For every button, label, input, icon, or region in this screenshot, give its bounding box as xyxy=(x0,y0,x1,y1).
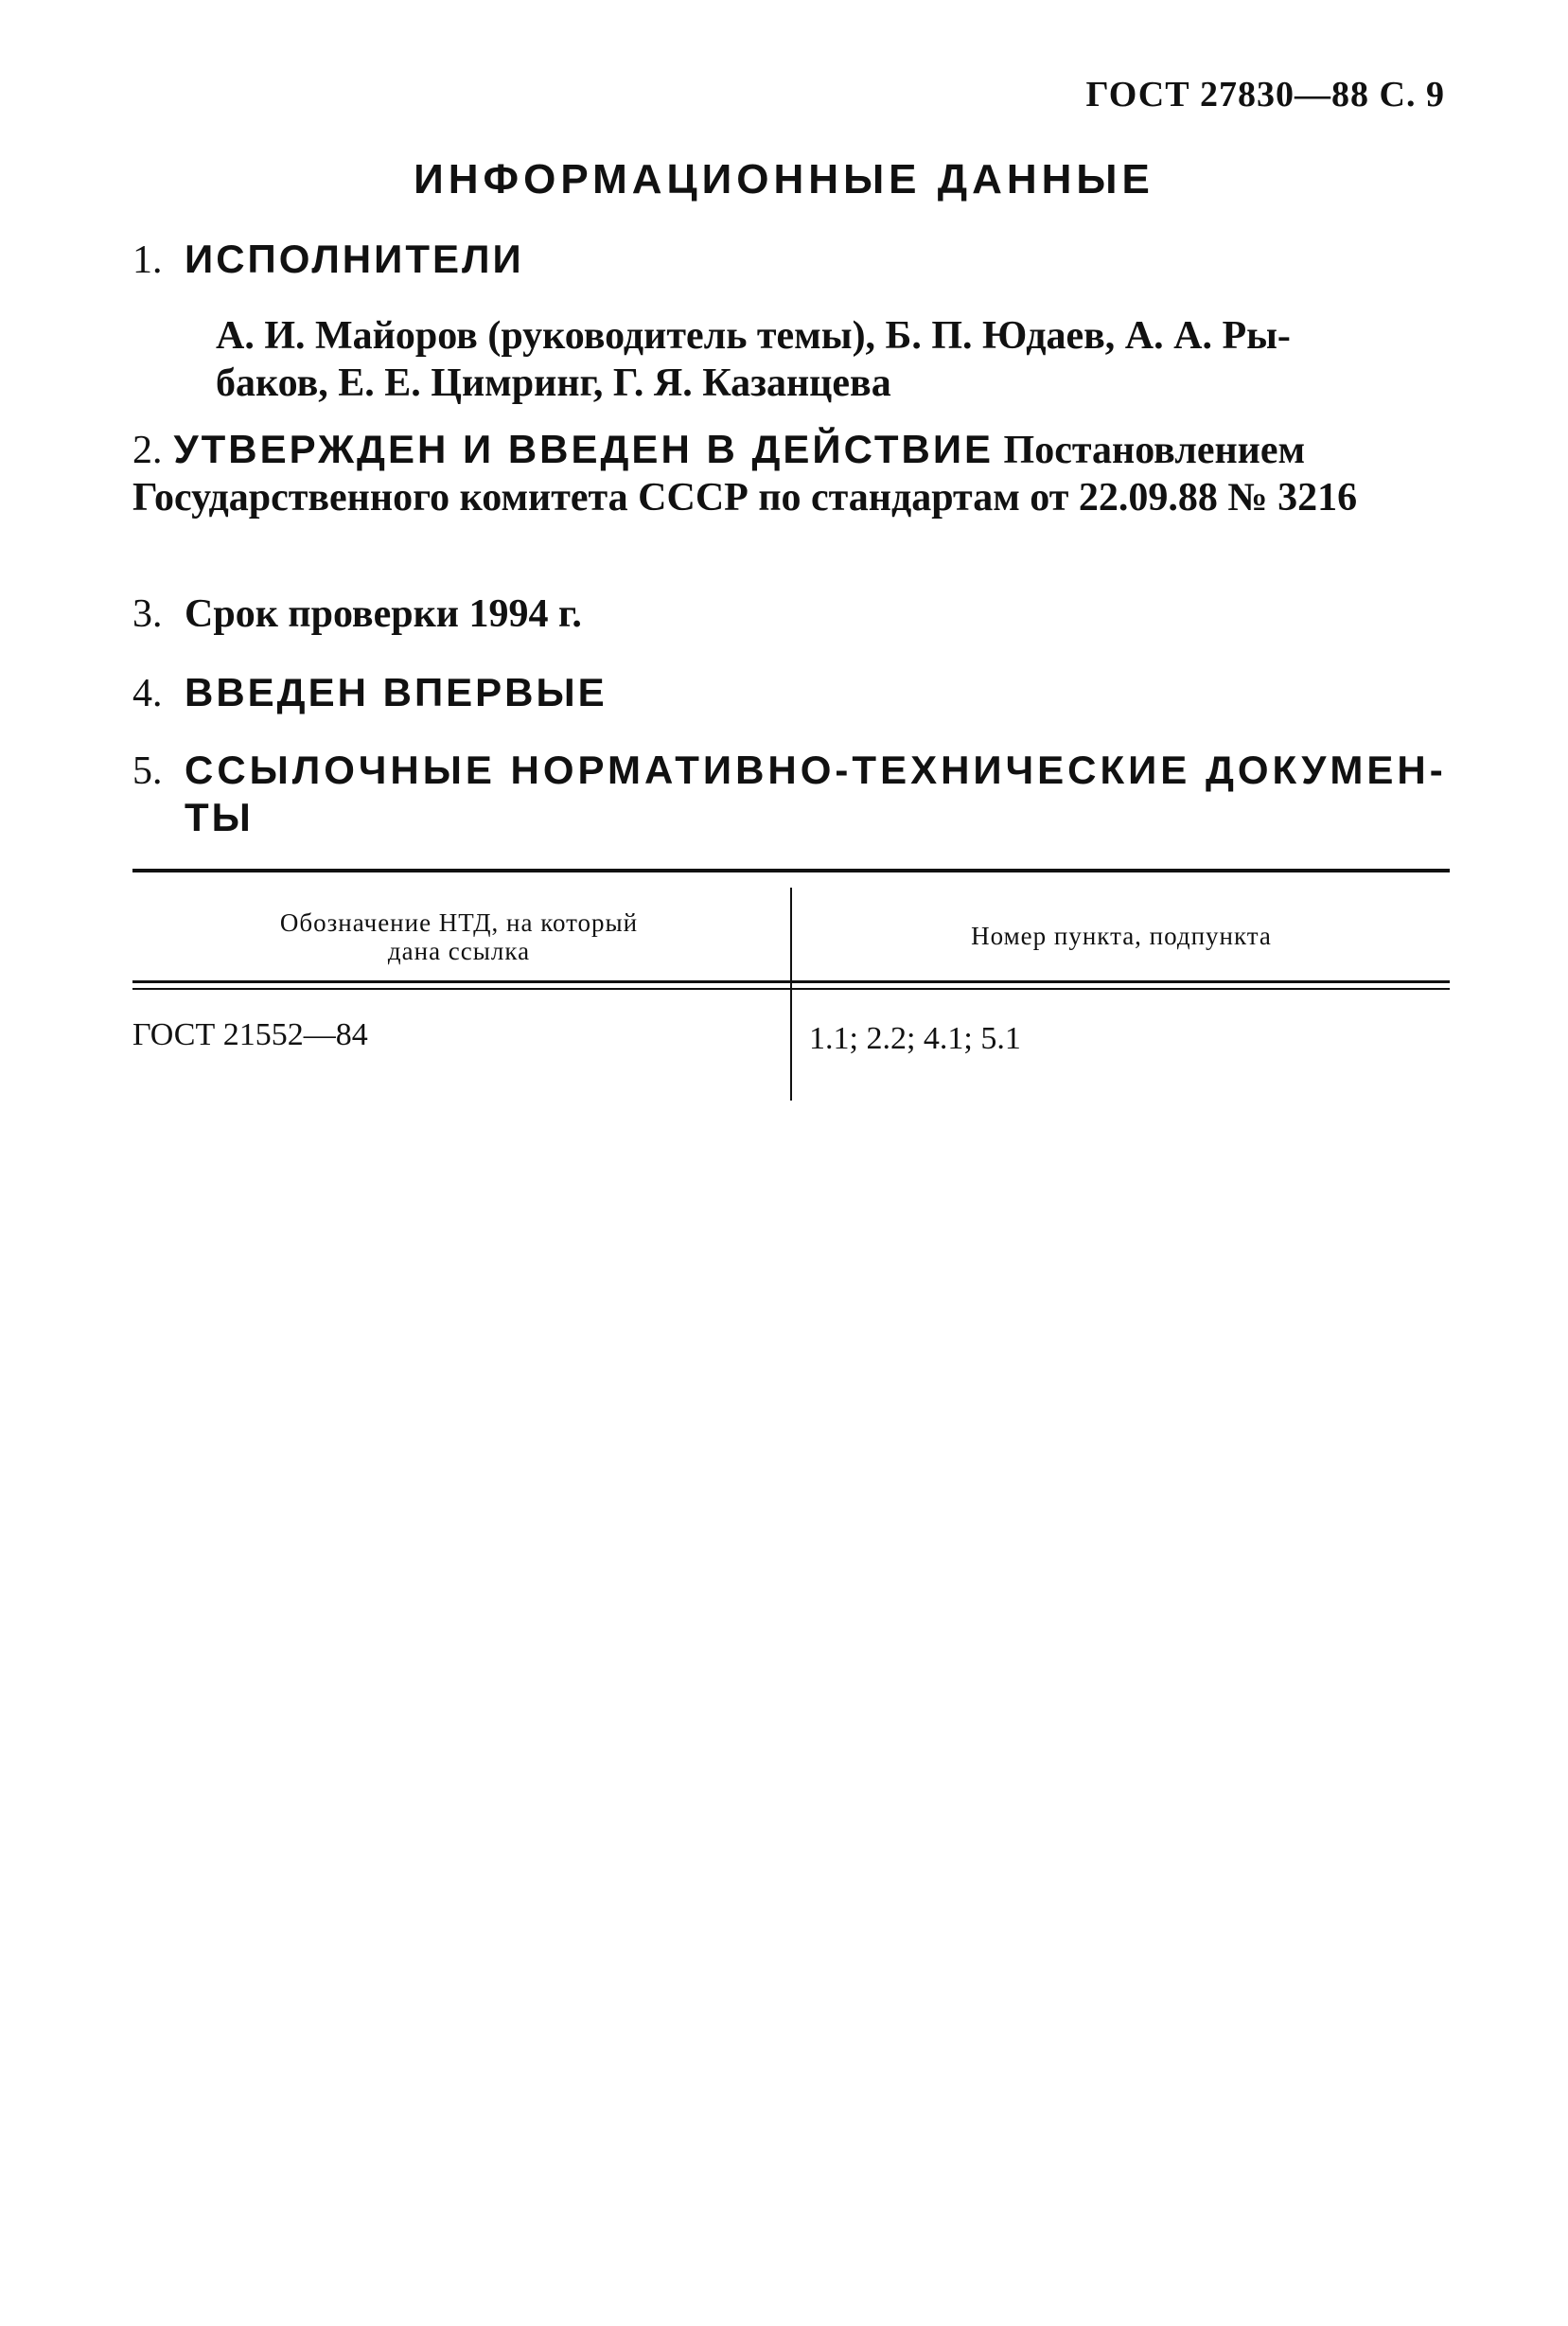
page-header-doc-ref: ГОСТ 27830—88 С. 9 xyxy=(1085,75,1445,115)
section-3-text: Срок проверки 1994 г. xyxy=(185,592,582,636)
section-1-number: 1. xyxy=(132,238,163,282)
section-5-heading-line-1: ССЫЛОЧНЫЕ НОРМАТИВНО-ТЕХНИЧЕСКИЕ ДОКУМЕН- xyxy=(185,748,1447,792)
table-cell-ntd: ГОСТ 21552—84 xyxy=(132,1017,368,1052)
section-3 xyxy=(132,591,1448,637)
section-5-heading-line-2: ТЫ xyxy=(185,795,254,839)
table-top-rule xyxy=(132,869,1450,872)
section-5 xyxy=(132,748,1457,802)
section-1 xyxy=(132,237,1448,283)
section-3-number: 3. xyxy=(132,592,163,636)
section-4-heading: ВВЕДЕН ВПЕРВЫЕ xyxy=(185,670,608,714)
table-header-clauses: Номер пункта, подпункта xyxy=(971,922,1272,950)
table-header-ntd-line-1: Обозначение НТД, на который xyxy=(279,908,639,937)
section-2-heading: УТВЕРЖДЕН И ВВЕДЕН В ДЕЙСТВИЕ xyxy=(173,427,995,471)
section-5-number: 5. xyxy=(132,749,163,793)
table-header-ntd xyxy=(132,908,785,965)
table-column-divider xyxy=(790,888,792,1101)
executors-line-2: баков, Е. Е. Цимринг, Г. Я. Казанцева xyxy=(216,361,891,405)
section-4-number: 4. xyxy=(132,672,163,715)
section-2 xyxy=(132,426,1453,521)
section-4 xyxy=(132,670,1448,716)
table-header-ntd-line-2: дана ссылка xyxy=(387,937,531,965)
executors-line-1: А. И. Майоров (руководитель темы), Б. П. Юдаев, А. А. Ры- xyxy=(216,314,1291,358)
executors-list xyxy=(216,312,1446,407)
section-2-number: 2. xyxy=(132,429,163,472)
section-1-heading: ИСПОЛНИТЕЛИ xyxy=(185,237,524,281)
page-title: ИНФОРМАЦИОННЫЕ ДАННЫЕ xyxy=(414,156,1154,203)
table-cell-clauses: 1.1; 2.2; 4.1; 5.1 xyxy=(809,1021,1021,1056)
section-2-text: Постановлением Государственного комитета СССР по стандартам от 22.09.88 № 3216 xyxy=(132,429,1358,520)
